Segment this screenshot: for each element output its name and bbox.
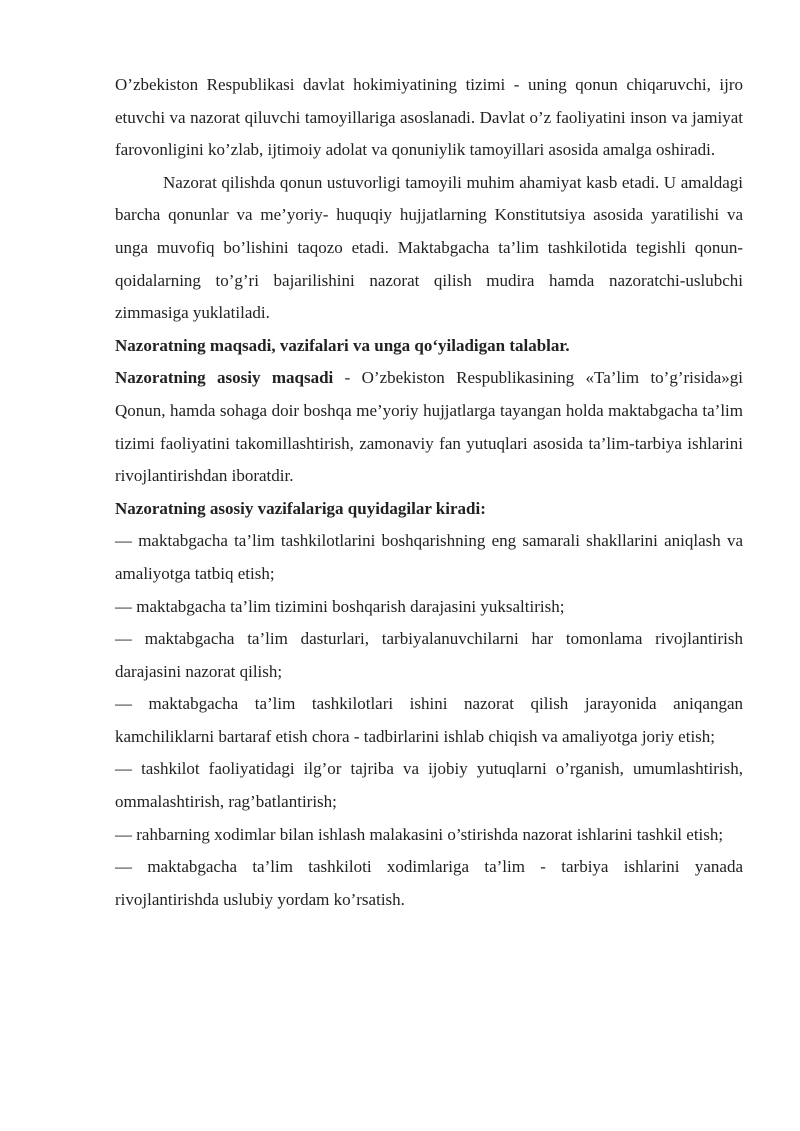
- main-goal-text: - O’zbekiston Respublikasining «Ta’lim to’g’risida»gi Qonun, hamda sohaga doir boshqa me’yoriy hujjatlarga tayangan holda maktabgacha ta’lim tizimi faoliyatini takomillashtirish, zamonaviy fan yutuqlari asosida ta’lim-tarbiya ishlarini rivojlantirishdan iboratdir.: [115, 368, 744, 486]
- task-item: — tashkilot faoliyatidagi ilg’or tajriba va ijobiy yutuqlarni o’rganish, umumlashtirish, ommalashtirish, rag’batlantirish;: [115, 759, 743, 812]
- paragraph-intro: O’zbekiston Respublikasi davlat hokimiyatining tizimi - uning qonun chiqaruvchi, ijro etuvchi va nazorat qiluvchi tamoyillariga asoslanadi. Davlat o’z faoliyatini inson va jamiyat farovonligini ko’zlab, ijtimoiy adolat va qonuniylik tamoyillari asosida amalga oshiradi.: [115, 75, 743, 160]
- task-item: — maktabgacha ta’lim tashkiloti xodimlariga ta’lim - tarbiya ishlarini yanada rivojlantirishda uslubiy yordam ko’rsatish.: [115, 857, 743, 909]
- task-item: — maktabgacha ta’lim dasturlari, tarbiyalanuvchilarni har tomonlama rivojlantirish darajasini nazorat qilish;: [115, 629, 743, 681]
- task-item: — maktabgacha ta’lim tizimini boshqarish darajasini yuksaltirish;: [115, 596, 565, 616]
- document-page: [115, 69, 743, 916]
- task-item: — maktabgacha ta’lim tashkilotlarini boshqarishning eng samarali shakllarini aniqlash va amaliyotga tatbiq etish;: [115, 531, 743, 583]
- task-item: — maktabgacha ta’lim tashkilotlari ishini nazorat qilish jarayonida aniqangan kamchiliklarni bartaraf etish chora - tadbirlarini ishlab chiqish va amaliyotga joriy etish;: [115, 694, 743, 746]
- heading-goals: Nazoratning maqsadi, vazifalari va unga qo‘yiladigan talablar.: [115, 335, 570, 355]
- heading-tasks: Nazoratning asosiy vazifalariga quyidagilar kiradi:: [115, 498, 486, 518]
- paragraph-main-goal: [115, 362, 743, 492]
- task-item: — rahbarning xodimlar bilan ishlash malakasini o’stirishda nazorat ishlarini tashkil etish;: [115, 824, 724, 844]
- main-goal-term: Nazoratning asosiy maqsadi: [115, 368, 334, 388]
- paragraph-rule-of-law: Nazorat qilishda qonun ustuvorligi tamoyili muhim ahamiyat kasb etadi. U amaldagi barcha qonunlar va me’yoriy- huquqiy hujjatlarning Konstitutsiya asosida yaratilishi va unga muvofiq bo’lishini taqozo etadi. Maktabgacha ta’lim tashkilotida tegishli qonun-qoidalarning to’g’ri bajarilishini nazorat qilish mudira hamda nazoratchi-uslubchi zimmasiga yuklatiladi.: [115, 172, 743, 323]
